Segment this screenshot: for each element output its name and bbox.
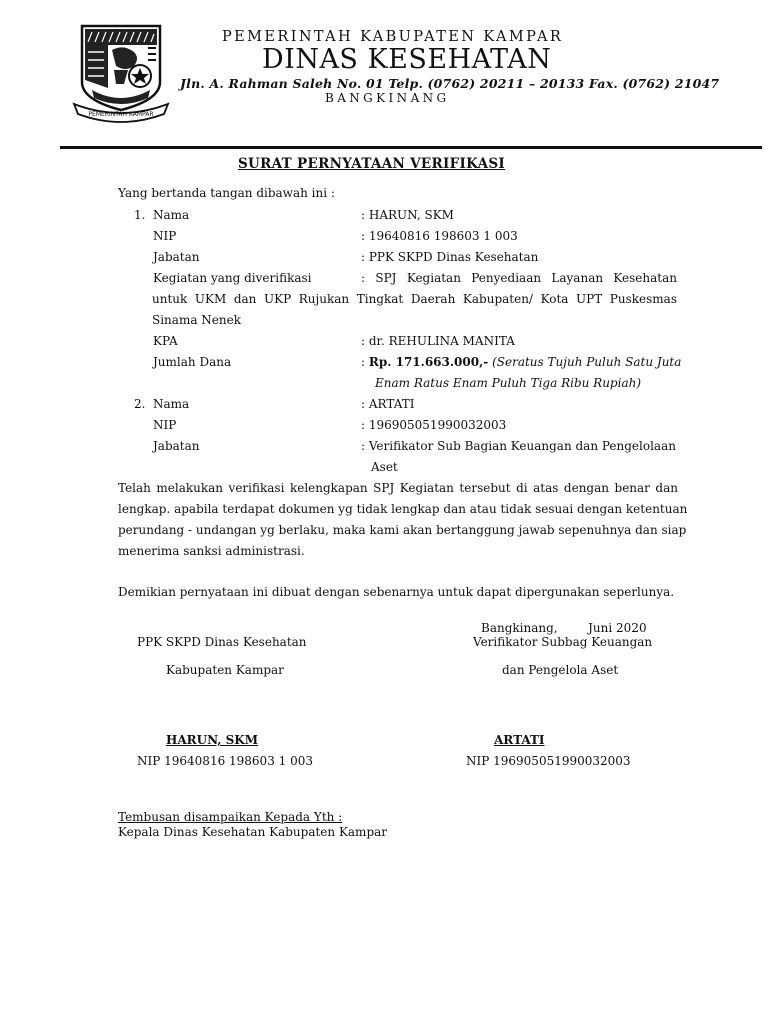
left-signer-role-line1: PPK SKPD Dinas Kesehatan	[137, 635, 307, 649]
statement-line-4: menerima sanksi administrasi.	[118, 544, 305, 558]
signer2-name-value: : ARTATI	[361, 397, 415, 411]
emblem-ribbon-text: PEMERINTAH KAMPAR	[88, 111, 154, 118]
closing-text: Demikian pernyataan ini dibuat dengan sebenarnya untuk dapat dipergunakan seperlunya.	[118, 585, 675, 599]
signer2-nip-label: NIP	[153, 418, 177, 432]
statement-line-1: Telah melakukan verifikasi kelengkapan SPJ Kegiatan tersebut di atas dengan benar dan	[118, 481, 678, 495]
signer2-jabatan-line1: : Verifikator Sub Bagian Keuangan dan Pengelolaan	[361, 439, 676, 453]
organization-name: PEMERINTAH KABUPATEN KAMPAR	[222, 29, 564, 45]
statement-line-2: lengkap. apabila terdapat dokumen yg tidak lengkap dan atau tidak sesuai dengan ketentuan	[118, 502, 688, 516]
signer1-dana-colon: :	[361, 355, 366, 369]
left-signer-name: HARUN, SKM	[166, 733, 259, 747]
letterhead-divider	[60, 146, 762, 149]
left-signer-nip: NIP 19640816 198603 1 003	[137, 754, 313, 768]
signer2-jabatan-line2: Aset	[371, 460, 398, 474]
left-signer-role-line2: Kabupaten Kampar	[166, 663, 284, 677]
right-signer-role-line2: dan Pengelola Aset	[502, 663, 619, 677]
signer1-dana-words-line1: (Seratus Tujuh Puluh Satu Juta	[492, 355, 682, 369]
right-signer-name: ARTATI	[494, 733, 545, 747]
signer1-kpa-value: : dr. REHULINA MANITA	[361, 334, 515, 348]
cc-recipient: Kepala Dinas Kesehatan Kabupaten Kampar	[118, 825, 388, 839]
department-address: Jln. A. Rahman Saleh No. 01 Telp. (0762) 20211 – 20133 Fax. (0762) 21047	[180, 76, 720, 91]
place-date: Bangkinang, Juni 2020	[481, 621, 647, 635]
signer1-name-value: : HARUN, SKM	[361, 208, 454, 222]
signer1-kegiatan-label: Kegiatan yang diverifikasi	[153, 271, 312, 285]
signer1-dana-label: Jumlah Dana	[153, 355, 232, 369]
signer1-nip-label: NIP	[153, 229, 177, 243]
signer1-kpa-label: KPA	[153, 334, 178, 348]
signer1-nip-value: : 19640816 198603 1 003	[361, 229, 518, 243]
signer1-kegiatan-line1: : SPJ Kegiatan Penyediaan Layanan Kesehatan	[361, 271, 677, 285]
signer1-kegiatan-line3: Sinama Nenek	[152, 313, 241, 327]
signer2-nip-value: : 196905051990032003	[361, 418, 507, 432]
right-signer-role-line1: Verifikator Subbag Keuangan	[473, 635, 653, 649]
department-city: BANGKINANG	[325, 91, 450, 105]
signer2-jabatan-label: Jabatan	[153, 439, 200, 453]
signer1-number: 1.	[134, 208, 146, 222]
right-signer-nip: NIP 196905051990032003	[466, 754, 631, 768]
signer2-number: 2.	[134, 397, 146, 411]
signer1-jabatan-value: : PPK SKPD Dinas Kesehatan	[361, 250, 539, 264]
signer1-kegiatan-line2: untuk UKM dan UKP Rujukan Tingkat Daerah Kabupaten/ Kota UPT Puskesmas	[152, 292, 677, 306]
cc-label: Tembusan disampaikan Kepada Yth :	[118, 810, 343, 824]
signer2-name-label: Nama	[153, 397, 190, 411]
kampar-regency-emblem	[68, 18, 174, 124]
signer1-name-label: Nama	[153, 208, 190, 222]
statement-line-3: perundang - undangan yg berlaku, maka kami akan bertanggung jawab sepenuhnya dan siap	[118, 523, 687, 537]
signer1-jabatan-label: Jabatan	[153, 250, 200, 264]
intro-text: Yang bertanda tangan dibawah ini :	[118, 186, 335, 200]
signer1-dana-amount: Rp. 171.663.000,-	[368, 355, 489, 369]
document-title: SURAT PERNYATAAN VERIFIKASI	[238, 156, 506, 172]
department-name: DINAS KESEHATAN	[262, 44, 552, 75]
signer1-dana-words-line2: Enam Ratus Enam Puluh Tiga Ribu Rupiah)	[375, 376, 642, 390]
